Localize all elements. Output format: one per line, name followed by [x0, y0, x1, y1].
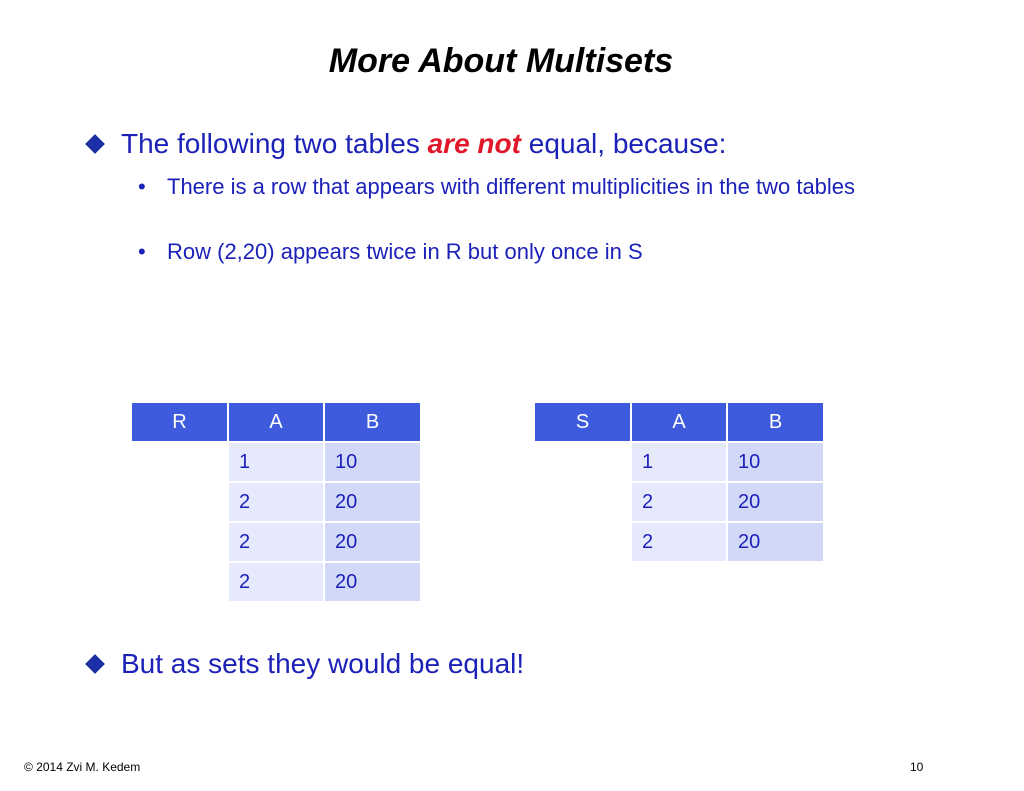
blank-cell	[535, 522, 631, 561]
slide-title: More About Multisets	[328, 42, 674, 80]
blank-cell	[535, 442, 631, 482]
cell-a: 2	[631, 522, 727, 561]
column-header-b: B	[727, 403, 823, 442]
cell-b: 20	[324, 522, 420, 562]
cell-a: 1	[228, 442, 324, 482]
table-s	[535, 403, 823, 561]
bullet-text	[121, 128, 726, 160]
table-header-row	[132, 403, 420, 442]
diamond-bullet-icon	[85, 134, 105, 154]
table-row	[535, 522, 823, 561]
cell-b: 20	[727, 522, 823, 561]
sub-bullet-dot-icon: •	[138, 174, 146, 199]
page-number: 10	[910, 760, 924, 774]
blank-cell	[132, 442, 228, 482]
cell-a: 2	[228, 562, 324, 601]
column-header-b: B	[324, 403, 420, 442]
bullet-text-before: The following two tables	[121, 128, 428, 159]
bullet-sets-equal	[84, 648, 524, 680]
column-header-a: A	[228, 403, 324, 442]
cell-b: 20	[324, 562, 420, 601]
cell-b: 10	[324, 442, 420, 482]
table-row	[132, 522, 420, 562]
table-row	[132, 442, 420, 482]
blank-cell	[535, 482, 631, 522]
emphasis-are-not: are not	[427, 128, 521, 159]
cell-a: 2	[631, 482, 727, 522]
sub-bullet-text: There is a row that appears with different multiplicities in the two tables	[167, 174, 856, 199]
cell-a: 2	[228, 522, 324, 562]
column-header-a: A	[631, 403, 727, 442]
cell-b: 20	[324, 482, 420, 522]
sub-bullet-text: Row (2,20) appears twice in R but only once in S	[167, 239, 643, 264]
table-name-cell: S	[535, 403, 631, 442]
cell-a: 2	[228, 482, 324, 522]
table-row	[132, 482, 420, 522]
cell-a: 1	[631, 442, 727, 482]
table-name-cell: R	[132, 403, 228, 442]
bullet-text-after: equal, because:	[520, 128, 727, 159]
table-r	[132, 403, 420, 601]
footer-copyright: © 2014 Zvi M. Kedem	[24, 760, 141, 774]
sub-bullet-multiplicities	[138, 173, 918, 200]
table-row	[535, 442, 823, 482]
bullet-tables-not-equal	[84, 128, 726, 160]
sub-bullet-row-twice	[138, 238, 918, 265]
diamond-bullet-icon	[85, 654, 105, 674]
bullet-text: But as sets they would be equal!	[121, 648, 525, 679]
cell-b: 10	[727, 442, 823, 482]
blank-cell	[132, 522, 228, 562]
table-row	[132, 562, 420, 601]
sub-bullet-dot-icon: •	[138, 239, 146, 264]
table-row	[535, 482, 823, 522]
table-header-row	[535, 403, 823, 442]
blank-cell	[132, 562, 228, 601]
cell-b: 20	[727, 482, 823, 522]
blank-cell	[132, 482, 228, 522]
